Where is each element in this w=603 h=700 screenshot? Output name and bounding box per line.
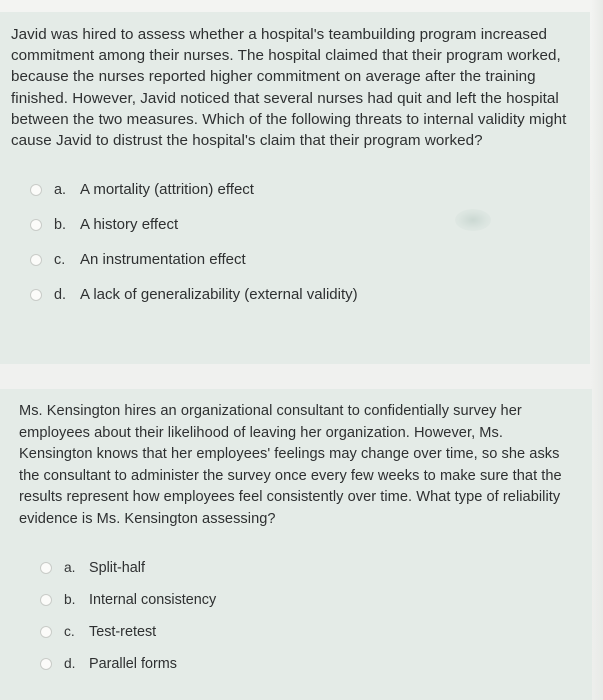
option-label: A lack of generalizability (external validity) — [80, 286, 358, 304]
option-label: An instrumentation effect — [80, 251, 246, 269]
option-2c[interactable] — [19, 616, 576, 648]
option-label: Parallel forms — [89, 655, 177, 672]
page-edge-shadow — [591, 0, 603, 700]
radio-button-icon[interactable] — [40, 562, 52, 574]
option-letter: b. — [64, 592, 76, 608]
radio-button-icon[interactable] — [40, 594, 52, 606]
option-1c[interactable] — [11, 242, 574, 277]
radio-button-icon[interactable] — [30, 184, 42, 196]
option-1b[interactable] — [11, 207, 574, 242]
radio-button-icon[interactable] — [30, 289, 42, 301]
answer-options-2 — [19, 552, 576, 680]
option-label: Internal consistency — [89, 591, 217, 608]
option-1d[interactable] — [11, 277, 574, 312]
option-letter: d. — [64, 656, 76, 672]
radio-button-icon[interactable] — [40, 658, 52, 670]
option-letter: b. — [54, 216, 67, 233]
answer-options-1 — [11, 172, 574, 312]
radio-button-icon[interactable] — [30, 254, 42, 266]
question-card-2 — [0, 389, 592, 700]
radio-button-icon[interactable] — [30, 219, 42, 231]
option-letter: a. — [54, 181, 67, 198]
option-label: Split-half — [89, 559, 145, 576]
option-2b[interactable] — [19, 584, 576, 616]
question-card-1 — [0, 12, 590, 364]
question-text-1: Javid was hired to assess whether a hospital's teambuilding program increased commitment among their nurses. The hospital claimed that their program worked, because the nurses reported higher commitment on average after the training finished. However, Javid noticed that several nurses had quit and left the hospital between the two measures. Which of the following threats to internal validity might cause Javid to distrust the hospital's claim that their program worked? — [11, 26, 567, 150]
option-1a[interactable] — [11, 172, 574, 207]
option-2a[interactable] — [19, 552, 576, 584]
option-label: A mortality (attrition) effect — [80, 181, 254, 199]
option-label: A history effect — [80, 216, 179, 234]
radio-button-icon[interactable] — [40, 626, 52, 638]
option-letter: d. — [54, 286, 67, 303]
question-text-2: Ms. Kensington hires an organizational consultant to confidentially survey her employees about their likelihood of leaving her organization. However, Ms. Kensington knows that her employees' feelings may change over time, so she asks the consultant to administer the survey once every few weeks to make sure that the results represent how employees feel consistently over time. What type of reliability evidence is Ms. Kensington assessing? — [19, 403, 562, 527]
option-letter: a. — [64, 560, 76, 576]
option-letter: c. — [54, 251, 66, 268]
option-label: Test-retest — [89, 623, 157, 640]
option-letter: c. — [64, 624, 75, 640]
option-2d[interactable] — [19, 648, 576, 680]
